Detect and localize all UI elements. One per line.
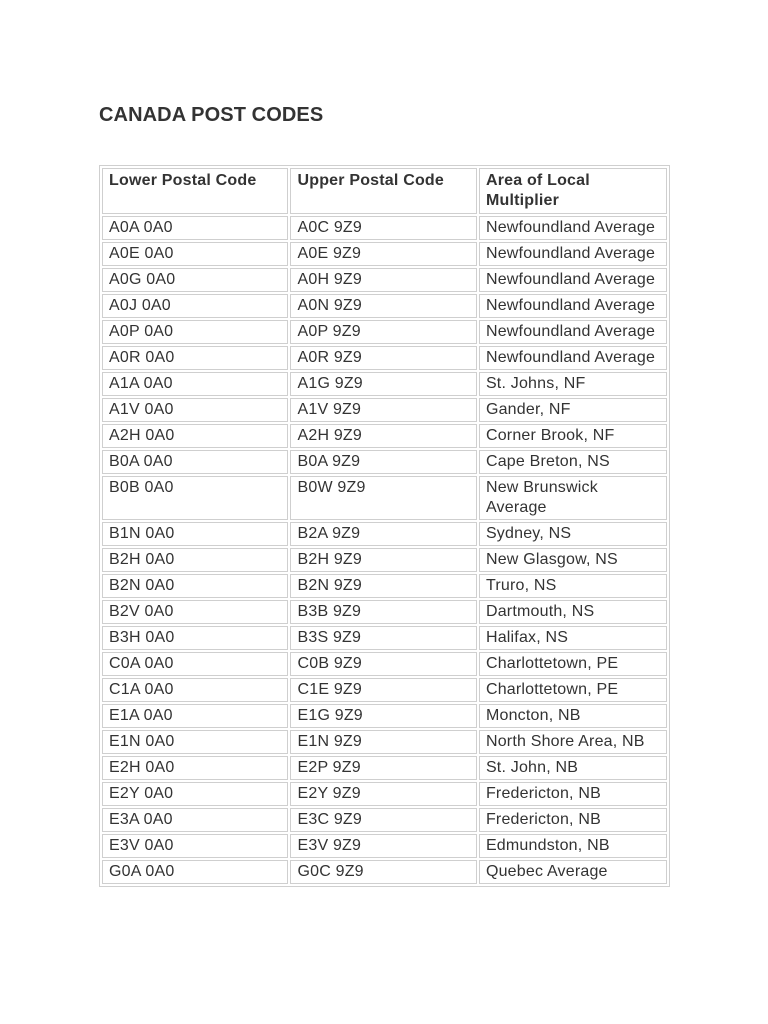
table-row <box>102 268 667 292</box>
cell-area-of-local-multiplier: New Glasgow, NS <box>479 548 667 572</box>
cell-area-of-local-multiplier: Fredericton, NB <box>479 782 667 806</box>
cell-area-of-local-multiplier: Newfoundland Average <box>479 242 667 266</box>
cell-area-of-local-multiplier: Dartmouth, NS <box>479 600 667 624</box>
table-row <box>102 320 667 344</box>
cell-lower-postal-code: A2H 0A0 <box>102 424 288 448</box>
table-row <box>102 346 667 370</box>
cell-lower-postal-code: A1V 0A0 <box>102 398 288 422</box>
cell-area-of-local-multiplier: St. Johns, NF <box>479 372 667 396</box>
cell-upper-postal-code: A0H 9Z9 <box>290 268 476 292</box>
cell-lower-postal-code: E2Y 0A0 <box>102 782 288 806</box>
cell-lower-postal-code: B2V 0A0 <box>102 600 288 624</box>
cell-upper-postal-code: A0P 9Z9 <box>290 320 476 344</box>
table-row <box>102 216 667 240</box>
table-row <box>102 808 667 832</box>
table-row <box>102 834 667 858</box>
table-row <box>102 626 667 650</box>
cell-upper-postal-code: E3C 9Z9 <box>290 808 476 832</box>
cell-upper-postal-code: A0R 9Z9 <box>290 346 476 370</box>
cell-upper-postal-code: G0C 9Z9 <box>290 860 476 884</box>
cell-lower-postal-code: E2H 0A0 <box>102 756 288 780</box>
cell-area-of-local-multiplier: Newfoundland Average <box>479 346 667 370</box>
table-row <box>102 548 667 572</box>
cell-area-of-local-multiplier: Charlottetown, PE <box>479 678 667 702</box>
cell-area-of-local-multiplier: Cape Breton, NS <box>479 450 667 474</box>
cell-area-of-local-multiplier: Newfoundland Average <box>479 320 667 344</box>
cell-lower-postal-code: A0R 0A0 <box>102 346 288 370</box>
cell-lower-postal-code: B0A 0A0 <box>102 450 288 474</box>
cell-area-of-local-multiplier: Edmundston, NB <box>479 834 667 858</box>
cell-area-of-local-multiplier: Moncton, NB <box>479 704 667 728</box>
cell-lower-postal-code: B2N 0A0 <box>102 574 288 598</box>
cell-upper-postal-code: B2N 9Z9 <box>290 574 476 598</box>
cell-upper-postal-code: A0C 9Z9 <box>290 216 476 240</box>
cell-lower-postal-code: B3H 0A0 <box>102 626 288 650</box>
cell-lower-postal-code: B0B 0A0 <box>102 476 288 520</box>
cell-area-of-local-multiplier: St. John, NB <box>479 756 667 780</box>
cell-upper-postal-code: A1V 9Z9 <box>290 398 476 422</box>
cell-lower-postal-code: B2H 0A0 <box>102 548 288 572</box>
cell-upper-postal-code: A0N 9Z9 <box>290 294 476 318</box>
table-row <box>102 574 667 598</box>
cell-lower-postal-code: A0J 0A0 <box>102 294 288 318</box>
table-row <box>102 450 667 474</box>
cell-lower-postal-code: E3A 0A0 <box>102 808 288 832</box>
cell-area-of-local-multiplier: Sydney, NS <box>479 522 667 546</box>
cell-area-of-local-multiplier: Newfoundland Average <box>479 294 667 318</box>
cell-lower-postal-code: B1N 0A0 <box>102 522 288 546</box>
cell-area-of-local-multiplier: Truro, NS <box>479 574 667 598</box>
page-title: CANADA POST CODES <box>99 104 324 126</box>
cell-upper-postal-code: A1G 9Z9 <box>290 372 476 396</box>
cell-lower-postal-code: C1A 0A0 <box>102 678 288 702</box>
cell-upper-postal-code: B0A 9Z9 <box>290 450 476 474</box>
table-row <box>102 398 667 422</box>
header-upper-postal-code: Upper Postal Code <box>290 168 476 214</box>
cell-area-of-local-multiplier: Halifax, NS <box>479 626 667 650</box>
cell-area-of-local-multiplier: Quebec Average <box>479 860 667 884</box>
cell-lower-postal-code: G0A 0A0 <box>102 860 288 884</box>
cell-upper-postal-code: E2P 9Z9 <box>290 756 476 780</box>
cell-lower-postal-code: E3V 0A0 <box>102 834 288 858</box>
header-row <box>102 168 667 214</box>
cell-upper-postal-code: B3S 9Z9 <box>290 626 476 650</box>
cell-upper-postal-code: C1E 9Z9 <box>290 678 476 702</box>
cell-upper-postal-code: C0B 9Z9 <box>290 652 476 676</box>
cell-lower-postal-code: E1N 0A0 <box>102 730 288 754</box>
cell-area-of-local-multiplier: North Shore Area, NB <box>479 730 667 754</box>
table-row <box>102 704 667 728</box>
cell-upper-postal-code: E3V 9Z9 <box>290 834 476 858</box>
table-body <box>102 216 667 884</box>
cell-upper-postal-code: B2A 9Z9 <box>290 522 476 546</box>
cell-area-of-local-multiplier: New Brunswick Average <box>479 476 667 520</box>
table-row <box>102 522 667 546</box>
table-row <box>102 476 667 520</box>
cell-upper-postal-code: A2H 9Z9 <box>290 424 476 448</box>
cell-upper-postal-code: B2H 9Z9 <box>290 548 476 572</box>
table-row <box>102 600 667 624</box>
cell-lower-postal-code: E1A 0A0 <box>102 704 288 728</box>
table-row <box>102 424 667 448</box>
cell-lower-postal-code: C0A 0A0 <box>102 652 288 676</box>
table-row <box>102 294 667 318</box>
cell-lower-postal-code: A0P 0A0 <box>102 320 288 344</box>
cell-area-of-local-multiplier: Charlottetown, PE <box>479 652 667 676</box>
header-lower-postal-code: Lower Postal Code <box>102 168 288 214</box>
cell-area-of-local-multiplier: Newfoundland Average <box>479 216 667 240</box>
cell-upper-postal-code: B0W 9Z9 <box>290 476 476 520</box>
cell-lower-postal-code: A1A 0A0 <box>102 372 288 396</box>
table-row <box>102 242 667 266</box>
cell-area-of-local-multiplier: Fredericton, NB <box>479 808 667 832</box>
table-row <box>102 372 667 396</box>
header-area-of-local-multiplier: Area of Local Multiplier <box>479 168 667 214</box>
table-row <box>102 860 667 884</box>
cell-upper-postal-code: E2Y 9Z9 <box>290 782 476 806</box>
table-row <box>102 756 667 780</box>
table-row <box>102 782 667 806</box>
cell-upper-postal-code: B3B 9Z9 <box>290 600 476 624</box>
cell-upper-postal-code: E1G 9Z9 <box>290 704 476 728</box>
cell-area-of-local-multiplier: Gander, NF <box>479 398 667 422</box>
table-row <box>102 652 667 676</box>
cell-lower-postal-code: A0A 0A0 <box>102 216 288 240</box>
table-row <box>102 730 667 754</box>
table-header <box>102 168 667 214</box>
cell-area-of-local-multiplier: Newfoundland Average <box>479 268 667 292</box>
cell-area-of-local-multiplier: Corner Brook, NF <box>479 424 667 448</box>
cell-upper-postal-code: A0E 9Z9 <box>290 242 476 266</box>
postal-codes-table <box>99 165 670 887</box>
cell-lower-postal-code: A0G 0A0 <box>102 268 288 292</box>
cell-lower-postal-code: A0E 0A0 <box>102 242 288 266</box>
table-row <box>102 678 667 702</box>
cell-upper-postal-code: E1N 9Z9 <box>290 730 476 754</box>
